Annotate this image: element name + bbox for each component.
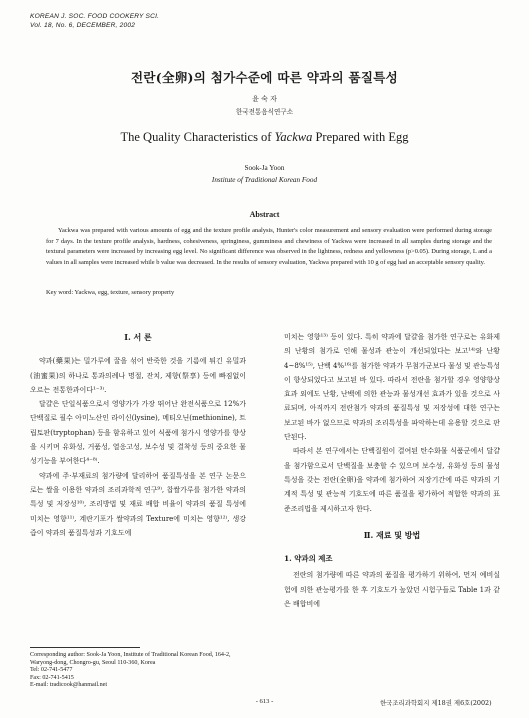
footnote-line: E-mail: tradicook@hanmail.net <box>30 682 108 689</box>
title-korean: 전란(全卵)의 첨가수준에 따른 약과의 품질특성 <box>130 70 398 85</box>
title-english-part2: Prepared with Egg <box>312 130 409 144</box>
footnote-divider <box>30 647 140 648</box>
corresponding-author-footnote <box>30 652 248 690</box>
subsection-heading: 1. 약과의 제조 <box>284 554 333 564</box>
institute-korean: 한국전통음식연구소 <box>235 108 294 116</box>
abstract-body <box>46 226 492 268</box>
title-english <box>0 130 529 145</box>
section-heading-introduction: Ⅰ. 서 론 <box>124 332 152 342</box>
right-column <box>284 330 500 611</box>
page-number: - 613 - <box>255 698 274 705</box>
abstract-heading: Abstract <box>249 210 280 219</box>
author-korean: 윤 숙 자 <box>252 95 277 103</box>
title-english-italic: Yackwa <box>274 130 313 144</box>
institute-english: Institute of Traditional Korean Food <box>211 176 318 184</box>
footnote-line: Tel: 02-741-5477 <box>30 667 73 674</box>
abstract-text: Yackwa was prepared with various amounts of egg and the texture profile analysis, Hunter's color measurement and sensory evaluation were performed during storage for 7 days. In the texture profile analysis, hardness, cohesiveness, springiness, gumminess and chewiness of Yackwa were increased in all samples during storage and the textural parameters were increased by increasing egg level. No significant difference was observed in the lightness, redness and yellowness (p>0.05). During storage, L and a values in all samples were increased while b value was decreased. In the results of sensory evaluation, Yackwa prepared with 10 g of egg had an acceptable sensory quality. <box>46 227 492 266</box>
journal-volume: Vol. 18, No. 6, DECEMBER, 2002 <box>30 22 136 29</box>
intro-paragraph: 달걀은 단일식품으로서 영양가가 가장 뛰어난 완전식품으로 12%가 단백질로 필수 아미노산인 라이신(lysine), 메티오닌(methionine), 트립토판(tryptophan) 등을 함유하고 있어 식품에 첨가시 영양가를 향상을 시키며 유화성, 거품성, 열응고성, 보수성 및 결착성 등의 중요한 물성기능을 부여한다⁴⁻⁸⁾. <box>30 400 246 466</box>
footnote-line: Corresponding author: Sook-Ja Yoon, Institute of Traditional Korean Food, 164-2, Waryong-dong, Chongro-gu, Seoul 110-360, Korea <box>30 652 231 666</box>
intro-paragraph: 따라서 본 연구에서는 단백질원이 결여된 탄수화물 식품군에서 달걀을 첨가함으로서 단백질을 보충할 수 있으며 보수성, 유화성 등의 물성특성을 갖는 전란(全卵)을 약과에 첨가하여 저장기간에 따른 약과의 기계적 특성 및 관능적 기호도에 따른 품질을 평가하여 적합한 약과의 표준조리법을 제시하고자 한다. <box>284 447 500 513</box>
footnote-line: Fax: 02-741-5415 <box>30 674 74 681</box>
title-english-part1: The Quality Characteristics of <box>120 130 275 144</box>
intro-paragraph: 미치는 영향¹³⁾ 등이 있다. 특히 약과에 달걀을 첨가한 연구로는 유화제의 난황의 첨가로 인해 물성과 관능이 개선되었다는 보고¹⁴⁾와 난황 4~8%¹⁵⁾, 난백 4%¹⁶⁾를 첨가한 약과가 무첨가군보다 물성 및 관능특성이 향상되었다고 보고된 바 있다. 따라서 전란을 첨가할 경우 영양향상 효과 외에도 난황, 난백에 의한 관능과 물성개선 효과가 있을 것으로 사료되며, 아직까지 전란첨가 약과의 품질특성 및 저장성에 대한 연구는 보고된 바가 없으므로 약과의 조리특성을 파악하는데 유용할 것으로 판단된다. <box>284 333 500 442</box>
methods-paragraph: 전란의 첨가량에 따른 약과의 품질을 평가하기 위하여, 먼저 예비실험에 의한 관능평가를 한 후 기호도가 높았던 시험구들로 Table 1과 같은 배합비에 <box>284 571 500 609</box>
intro-paragraph: 약과(藥果)는 밀가루에 꿀을 섞어 반죽한 것을 기름에 튀긴 유밀과(油蜜果)의 하나로 통과의례나 명절, 잔치, 제향(祭享) 등에 빠짐없이 오르는 전통한과이다¹⁻³⁾. <box>30 357 246 394</box>
intro-paragraph: 약과에 주·부재료의 첨가량에 달리하여 품질특성을 본 연구 논문으로는 쌀을 이용한 약과의 조리과학적 연구⁹⁾, 찹쌀가루를 첨가한 약과의 특성 및 저장성¹⁰⁾, 조리방법 및 재료 배합 비율이 약과의 품질 특성에 미치는 영향¹¹⁾, 계란기포가 쌀약과의 Texture에 미치는 영향¹²⁾, 생강즙이 약과의 품질특성과 기호도에 <box>30 471 246 537</box>
section-heading-methods: Ⅱ. 재료 및 방법 <box>363 529 421 540</box>
journal-name: KOREAN J. SOC. FOOD COOKERY SCI. <box>30 13 160 20</box>
keywords: Key word: Yackwa, egg, texture, sensory property <box>46 289 175 296</box>
journal-footer: 한국조리과학회지 제18권 제6호(2002) <box>380 699 492 707</box>
running-header <box>30 12 159 30</box>
left-column <box>30 330 246 540</box>
author-english: Sook-Ja Yoon <box>244 164 285 172</box>
